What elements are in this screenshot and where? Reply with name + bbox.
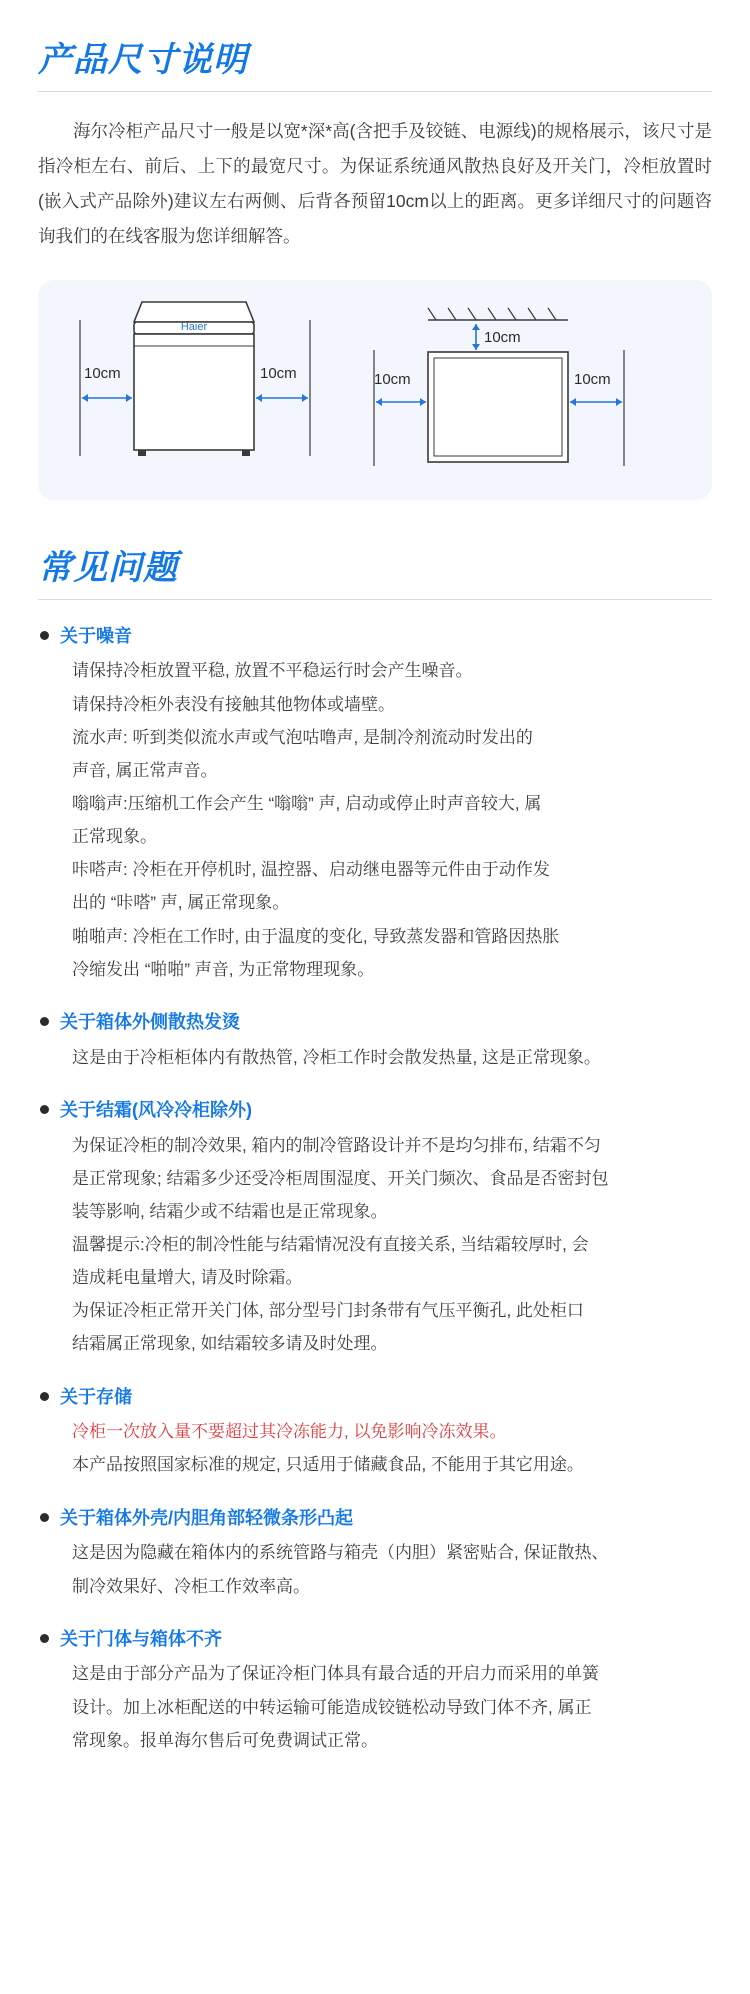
faq-answer-line: 是正常现象; 结霜多少还受冷柜周围湿度、开关门频次、食品是否密封包: [72, 1168, 609, 1188]
faq-answer-line: 这是因为隐藏在箱体内的系统管路与箱壳（内胆）紧密贴合, 保证散热、: [72, 1543, 609, 1563]
faq-answer-line: 冷缩发出 “啪啪” 声音, 为正常物理现象。: [72, 959, 375, 979]
faq-question: [38, 1383, 712, 1412]
faq-answer-line: 常现象。报单海尔售后可免费调试正常。: [72, 1730, 378, 1750]
faq-answer-line: 本产品按照国家标准的规定, 只适用于储藏食品, 不能用于其它用途。: [72, 1455, 584, 1475]
faq-answer-line: 为保证冷柜正常开关门体, 部分型号门封条带有气压平衡孔, 此处柜口: [72, 1301, 584, 1321]
faq-answer: [38, 1657, 712, 1756]
bullet-icon: [40, 1105, 49, 1114]
bullet-icon: [40, 631, 49, 640]
faq-answer-line: 流水声: 听到类似流水声或气泡咕噜声, 是制冷剂流动时发出的: [72, 727, 533, 747]
top-left-clearance-label: 10cm: [374, 370, 411, 388]
faq-question: [38, 1625, 712, 1654]
faq-answer-line: 这是由于冷柜柜体内有散热管, 冷柜工作时会散发热量, 这是正常现象。: [72, 1047, 601, 1067]
faq-answer-line: 正常现象。: [72, 827, 157, 847]
faq-item: [38, 1096, 712, 1361]
top-spacer: [38, 0, 712, 40]
faq-answer-line: 这是由于部分产品为了保证冷柜门体具有最合适的开启力而采用的单簧: [72, 1664, 599, 1684]
faq-question: [38, 1008, 712, 1037]
faq-answer-line: 结霜属正常现象, 如结霜较多请及时处理。: [72, 1334, 388, 1354]
front-left-clearance-label: 10cm: [84, 364, 121, 382]
faq-question-text: 关于噪音: [60, 625, 132, 646]
size-title-divider: [38, 91, 712, 92]
size-section-title: 产品尺寸说明: [38, 41, 248, 79]
faq-answer-line: 制冷效果好、冷柜工作效率高。: [72, 1576, 310, 1596]
faq-answer: [38, 654, 712, 985]
faq-list: [38, 622, 712, 1757]
faq-question: [38, 1096, 712, 1125]
faq-question: [38, 1504, 712, 1533]
top-right-clearance-label: 10cm: [574, 370, 611, 388]
faq-answer-line: 请保持冷柜放置平稳, 放置不平稳运行时会产生噪音。: [72, 661, 473, 681]
faq-answer-line: 嗡嗡声:压缩机工作会产生 “嗡嗡” 声, 启动或停止时声音较大, 属: [72, 793, 542, 813]
faq-answer-line: 啪啪声: 冷柜在工作时, 由于温度的变化, 导致蒸发器和管路因热胀: [72, 926, 560, 946]
faq-item: [38, 622, 712, 986]
faq-answer: [38, 1129, 712, 1361]
faq-answer-line: 装等影响, 结霜少或不结霜也是正常现象。: [72, 1201, 388, 1221]
faq-answer-line: 咔嗒声: 冷柜在开停机时, 温控器、启动继电器等元件由于动作发: [72, 860, 550, 880]
front-right-clearance-label: 10cm: [260, 364, 297, 382]
faq-answer: [38, 1415, 712, 1481]
faq-answer-line: 造成耗电量增大, 请及时除霜。: [72, 1268, 303, 1288]
faq-answer-line: 温馨提示:冷柜的制冷性能与结霜情况没有直接关系, 当结霜较厚时, 会: [72, 1234, 589, 1254]
clearance-illustration: [38, 280, 712, 500]
faq-question: [38, 622, 712, 651]
faq-answer-line: 冷柜一次放入量不要超过其冷冻能力, 以免影响冷冻效果。: [72, 1422, 507, 1442]
faq-answer-line: 声音, 属正常声音。: [72, 760, 218, 780]
faq-title-divider: [38, 599, 712, 600]
bullet-icon: [40, 1513, 49, 1522]
faq-question-text: 关于存储: [60, 1386, 132, 1407]
faq-answer-line: 设计。加上冰柜配送的中转运输可能造成铰链松动导致门体不齐, 属正: [72, 1697, 592, 1717]
faq-answer-line: 出的 “咔嗒” 声, 属正常现象。: [72, 893, 290, 913]
faq-question-text: 关于箱体外壳/内胆角部轻微条形凸起: [60, 1507, 353, 1528]
faq-section-title: 常见问题: [38, 548, 178, 587]
faq-item: [38, 1504, 712, 1603]
faq-answer: [38, 1536, 712, 1602]
faq-answer-line: 请保持冷柜外表没有接触其他物体或墙壁。: [72, 694, 395, 714]
clearance-diagram-svg: [38, 280, 712, 500]
top-clearance-label: 10cm: [484, 328, 521, 346]
bullet-icon: [40, 1017, 49, 1026]
size-intro-paragraph: 海尔冷柜产品尺寸一般是以宽*深*高(含把手及铰链、电源线)的规格展示，该尺寸是指冷柜左右、前后、上下的最宽尺寸。为保证系统通风散热良好及开关门，冷柜放置时(嵌入式产品除外)建议左右两侧、后背各预留10cm以上的距离。更多详细尺寸的问题咨询我们的在线客服为您详细解答。: [38, 120, 712, 246]
brand-text: Haier: [180, 320, 208, 333]
faq-question-text: 关于箱体外侧散热发烫: [60, 1011, 240, 1032]
faq-question-text: 关于结霜(风冷冷柜除外): [60, 1099, 252, 1120]
faq-item: [38, 1625, 712, 1757]
bullet-icon: [40, 1634, 49, 1643]
bullet-icon: [40, 1392, 49, 1401]
faq-question-text: 关于门体与箱体不齐: [60, 1628, 222, 1649]
faq-answer-line: 为保证冷柜的制冷效果, 箱内的制冷管路设计并不是均匀排布, 结霜不匀: [72, 1135, 601, 1155]
faq-answer: [38, 1041, 712, 1074]
faq-item: [38, 1383, 712, 1482]
faq-item: [38, 1008, 712, 1074]
